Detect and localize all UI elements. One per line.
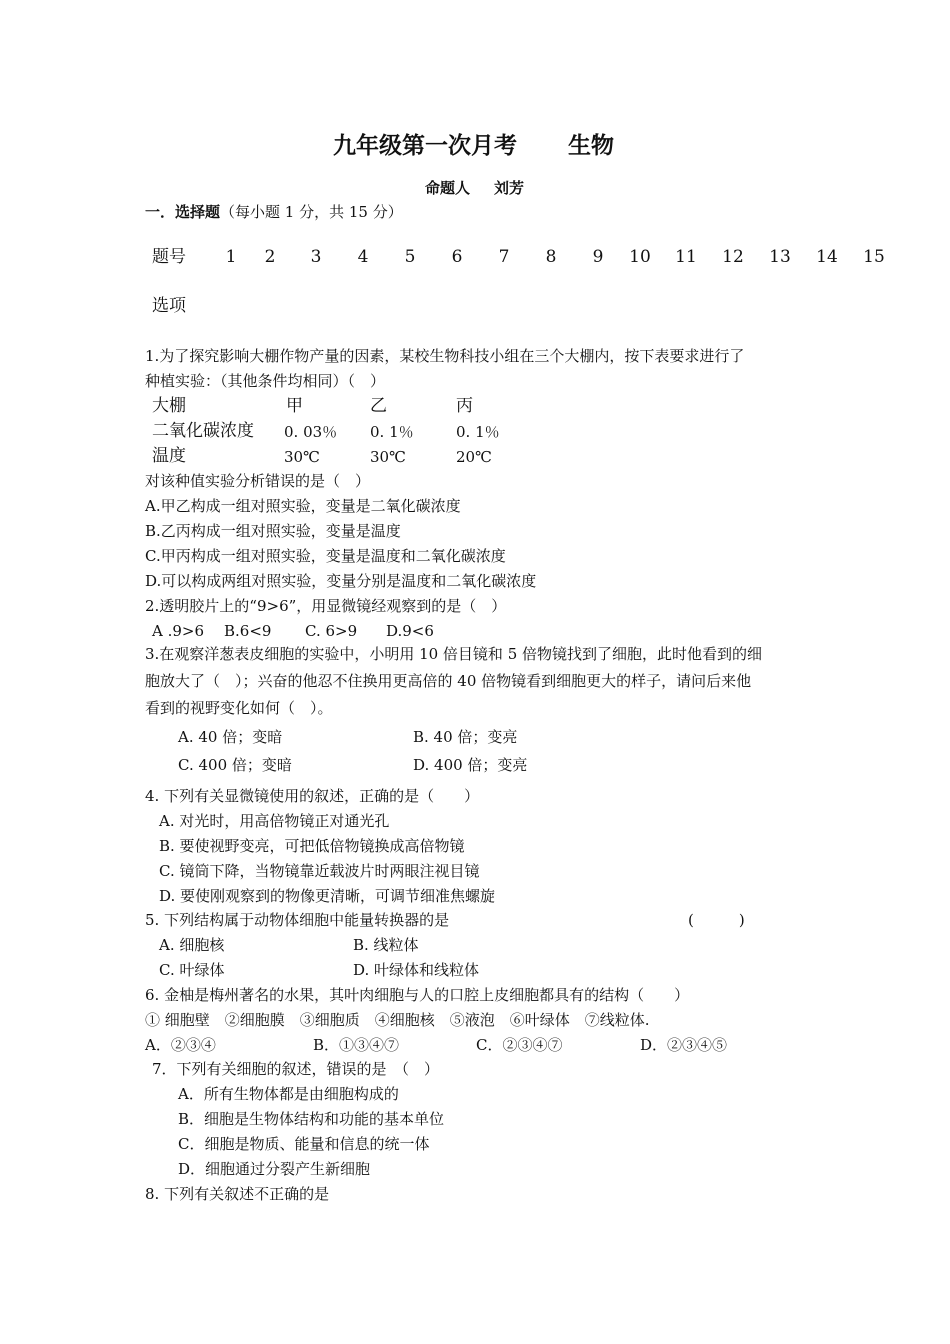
q4-option-b: B. 要使视野变亮，可把低倍物镜换成高倍物镜 (159, 837, 465, 855)
answer-number: 10 (629, 247, 651, 267)
q2-option-c: C. 6>9 (305, 622, 358, 640)
answer-table-row-label-option: 选项 (152, 296, 186, 316)
q3-line3: 看到的视野变化如何（ ）。 (145, 699, 333, 717)
q6-option-b: B．①③④⑦ (313, 1036, 400, 1054)
answer-table-row-label-number: 题号 (152, 247, 186, 267)
answer-number: 11 (675, 247, 697, 267)
q6-items: ① 细胞壁 ②细胞膜 ③细胞质 ④细胞核 ⑤液泡 ⑥叶绿体 ⑦线粒体. (145, 1011, 650, 1029)
q1-option-a: A.甲乙构成一组对照实验，变量是二氧化碳浓度 (145, 497, 461, 515)
author-name: 刘芳 (494, 179, 525, 197)
answer-number: 3 (310, 247, 322, 267)
q7-option-d: D．细胞通过分裂产生新细胞 (178, 1160, 371, 1178)
q5-option-c: C. 叶绿体 (159, 961, 225, 979)
q2-option-b: B.6<9 (224, 622, 272, 640)
q7-option-b: B．细胞是生物体结构和功能的基本单位 (178, 1110, 445, 1128)
q3-line1: 3.在观察洋葱表皮细胞的实验中，小明用 10 倍目镜和 5 倍物镜找到了细胞，此时他看到的细 (145, 645, 763, 663)
q1-table-cell: 温度 (152, 446, 186, 466)
q1-table-cell: 大棚 (152, 396, 186, 416)
q1-table-cell: 乙 (370, 396, 387, 416)
subject-title: 生物 (568, 132, 614, 159)
answer-number: 8 (545, 247, 557, 267)
q5-option-d: D. 叶绿体和线粒体 (353, 961, 480, 979)
q2-stem: 2.透明胶片上的“9>6”，用显微镜经观察到的是（ ） (145, 597, 507, 615)
answer-number: 13 (769, 247, 791, 267)
q1-stem-line2: 种植实验：（其他条件均相同）（ ） (145, 372, 386, 390)
answer-number: 1 (225, 247, 237, 267)
answer-number: 9 (592, 247, 604, 267)
q2-option-a: A .9>6 (152, 622, 205, 640)
answer-number: 14 (816, 247, 838, 267)
q7-stem: 7．下列有关细胞的叙述，错误的是 （ ） (152, 1060, 440, 1078)
q1-option-c: C.甲丙构成一组对照实验，变量是温度和二氧化碳浓度 (145, 547, 506, 565)
q5-answer-paren: ( ) (688, 911, 745, 929)
q3-option-a: A. 40 倍；变暗 (178, 728, 283, 746)
section-title: 一．选择题 (145, 203, 221, 221)
q5-option-a: A. 细胞核 (159, 936, 225, 954)
q4-option-c: C. 镜筒下降，当物镜靠近载波片时两眼注视目镜 (159, 862, 480, 880)
q3-line2: 胞放大了（ ）；兴奋的他忍不住换用更高倍的 40 倍物镜看到细胞更大的样子，请问后来他 (145, 672, 752, 690)
q4-option-d: D. 要使刚观察到的物像更清晰，可调节细准焦螺旋 (159, 887, 496, 905)
answer-number: 4 (357, 247, 369, 267)
q1-option-b: B.乙丙构成一组对照实验，变量是温度 (145, 522, 401, 540)
q6-stem: 6. 金柚是梅州著名的水果，其叶肉细胞与人的口腔上皮细胞都具有的结构（ ） (145, 986, 690, 1004)
answer-number: 15 (863, 247, 885, 267)
q6-option-a: A．②③④ (145, 1036, 216, 1054)
q1-table-cell: 二氧化碳浓度 (152, 421, 254, 441)
q1-table-cell: 20℃ (456, 448, 492, 466)
answer-number: 5 (404, 247, 416, 267)
q2-option-d: D.9<6 (386, 622, 434, 640)
page-title: 九年级第一次月考 (333, 132, 517, 159)
q1-table-cell: 0. 1％ (370, 423, 414, 441)
answer-number: 12 (722, 247, 744, 267)
q4-option-a: A. 对光时，用高倍物镜正对通光孔 (159, 812, 390, 830)
q3-option-d: D. 400 倍；变亮 (413, 756, 528, 774)
q3-option-b: B. 40 倍；变亮 (413, 728, 518, 746)
q1-table-cell: 30℃ (370, 448, 406, 466)
q5-option-b: B. 线粒体 (353, 936, 419, 954)
author-label: 命题人 (425, 179, 471, 197)
answer-number: 6 (451, 247, 463, 267)
section-heading (145, 202, 403, 222)
q1-stem-line1: 1.为了探究影响大棚作物产量的因素，某校生物科技小组在三个大棚内，按下表要求进行了 (145, 347, 745, 365)
q1-table-cell: 0. 1％ (456, 423, 500, 441)
q3-option-c: C. 400 倍；变暗 (178, 756, 292, 774)
q6-option-c: C．②③④⑦ (476, 1036, 563, 1054)
q4-stem: 4. 下列有关显微镜使用的叙述，正确的是（ ） (145, 787, 480, 805)
q1-question: 对该种值实验分析错误的是（ ） (145, 472, 371, 490)
q1-table-cell: 丙 (456, 396, 473, 416)
q6-option-d: D．②③④⑤ (640, 1036, 728, 1054)
q5-stem: 5. 下列结构属于动物体细胞中能量转换器的是 (145, 911, 450, 929)
q7-option-c: C．细胞是物质、能量和信息的统一体 (178, 1135, 430, 1153)
section-note: （每小题 1 分，共 15 分） (220, 203, 403, 221)
q1-option-d: D.可以构成两组对照实验，变量分别是温度和二氧化碳浓度 (145, 572, 537, 590)
q7-option-a: A．所有生物体都是由细胞构成的 (178, 1085, 399, 1103)
q1-table-cell: 甲 (286, 396, 303, 416)
answer-number: 2 (264, 247, 276, 267)
answer-number: 7 (498, 247, 510, 267)
q1-table-cell: 0. 03％ (284, 423, 338, 441)
q8-stem: 8. 下列有关叙述不正确的是 (145, 1185, 330, 1203)
q1-table-cell: 30℃ (284, 448, 320, 466)
